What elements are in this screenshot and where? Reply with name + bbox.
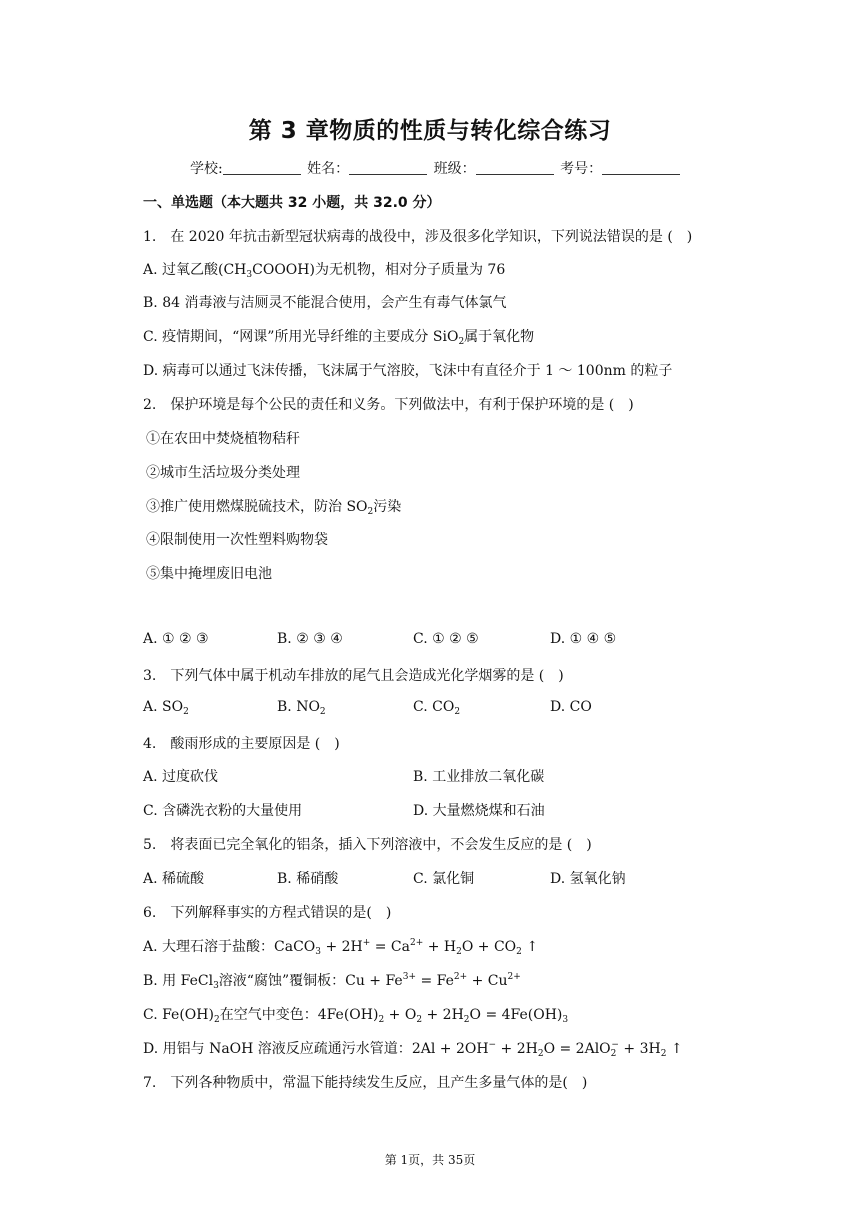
exam-no-blank — [602, 160, 680, 175]
q2-item-2: ②城市生活垃圾分类处理 — [146, 465, 300, 481]
q5-option-d: D. 氢氧化钠 — [550, 871, 626, 887]
q4-option-c: C. 含磷洗衣粉的大量使用 — [143, 803, 303, 819]
page-title: 第 3 章物质的性质与转化综合练习 — [248, 118, 612, 144]
q6-option-d: D. 用铝与 NaOH 溶液反应疏通污水管道：$2Al + 2OH^- + 2H_2O = 2AlO_2^- + 3H_2$ ↑ — [143, 1040, 683, 1059]
class-label: 班级： — [433, 161, 476, 177]
q3-option-b: B. $NO_2$ — [277, 699, 326, 717]
school-label: 学校: — [190, 161, 223, 177]
q3-option-d: D. CO — [550, 699, 592, 715]
q1-option-b: B. 84 消毒液与洁厕灵不能混合使用，会产生有毒气体氯气 — [143, 295, 507, 311]
q2-option-c: C. ① ② ⑤ — [413, 631, 479, 647]
q4-option-a: A. 过度砍伐 — [143, 769, 219, 785]
q3-option-c: C. $CO_2$ — [413, 699, 461, 717]
q5-option-c: C. 氯化铜 — [413, 871, 475, 887]
q2-option-d: D. ① ④ ⑤ — [550, 631, 617, 647]
q5-option-b: B. 稀硝酸 — [277, 871, 339, 887]
q2-item-4: ④限制使用一次性塑料购物袋 — [146, 532, 328, 548]
q6-option-c: C. $Fe(OH)_2$在空气中变色：$4Fe(OH)_2 + O_2 + 2H_2O = 4Fe(OH)_3$ — [143, 1007, 569, 1025]
student-info-line — [190, 158, 682, 178]
q2-item-5: ⑤集中掩埋废旧电池 — [146, 566, 272, 582]
page-footer: 第 1页，共 35页 — [384, 1153, 476, 1167]
exam-no-label: 考号： — [560, 161, 603, 177]
q5-option-a: A. 稀硫酸 — [143, 871, 205, 887]
q1-option-c: C. 疫情期间，“网课”所用光导纤维的主要成分 SiO$_2$属于氧化物 — [143, 329, 535, 347]
school-blank — [223, 160, 301, 175]
q1-option-d: D. 病毒可以通过飞沫传播，飞沫属于气溶胶，飞沫中有直径介于 1 ～ 100nm 的粒子 — [143, 363, 673, 379]
class-blank — [476, 160, 554, 175]
q6-option-b: B. 用 FeCl$_3$溶液“腐蚀”覆铜板：$Cu + Fe^{3+} = Fe^{2+} + Cu^{2+}$ — [143, 972, 521, 991]
q6-stem: 6. 下列解释事实的方程式错误的是( ) — [143, 905, 392, 921]
q4-option-b: B. 工业排放二氧化碳 — [413, 769, 545, 785]
q3-option-a: A. $SO_2$ — [143, 699, 189, 717]
name-blank — [349, 160, 427, 175]
q1-stem: 1. 在 2020 年抗击新型冠状病毒的战役中，涉及很多化学知识，下列说法错误的是 ( ) — [143, 229, 693, 245]
q2-stem: 2. 保护环境是每个公民的责任和义务。下列做法中，有利于保护环境的是 ( ) — [143, 397, 634, 413]
q4-stem: 4. 酸雨形成的主要原因是 ( ) — [143, 736, 340, 752]
name-label: 姓名： — [307, 161, 350, 177]
q2-item-3: ③推广使用燃煤脱硫技术，防治 $SO_2$污染 — [146, 499, 402, 517]
q6-option-a: A. 大理石溶于盐酸：CaCO$_3$ + $2H^+ = Ca^{2+} + H_2O + CO_2$ ↑ — [143, 938, 539, 957]
q4-option-d: D. 大量燃烧煤和石油 — [413, 803, 545, 819]
section-heading: 一、单选题（本大题共 32 小题，共 32.0 分） — [143, 195, 441, 211]
q2-item-1: ①在农田中焚烧植物秸秆 — [146, 431, 300, 447]
q5-stem: 5. 将表面已完全氧化的铝条，插入下列溶液中，不会发生反应的是 ( ) — [143, 837, 592, 853]
q2-option-b: B. ② ③ ④ — [277, 631, 343, 647]
q7-stem: 7. 下列各种物质中，常温下能持续发生反应，且产生多量气体的是( ) — [143, 1075, 588, 1091]
q3-stem: 3. 下列气体中属于机动车排放的尾气且会造成光化学烟雾的是 ( ) — [143, 668, 564, 684]
q2-option-a: A. ① ② ③ — [143, 631, 209, 647]
q1-option-a: A. 过氧乙酸$(CH_3COOOH)$为无机物，相对分子质量为 76 — [143, 262, 506, 280]
